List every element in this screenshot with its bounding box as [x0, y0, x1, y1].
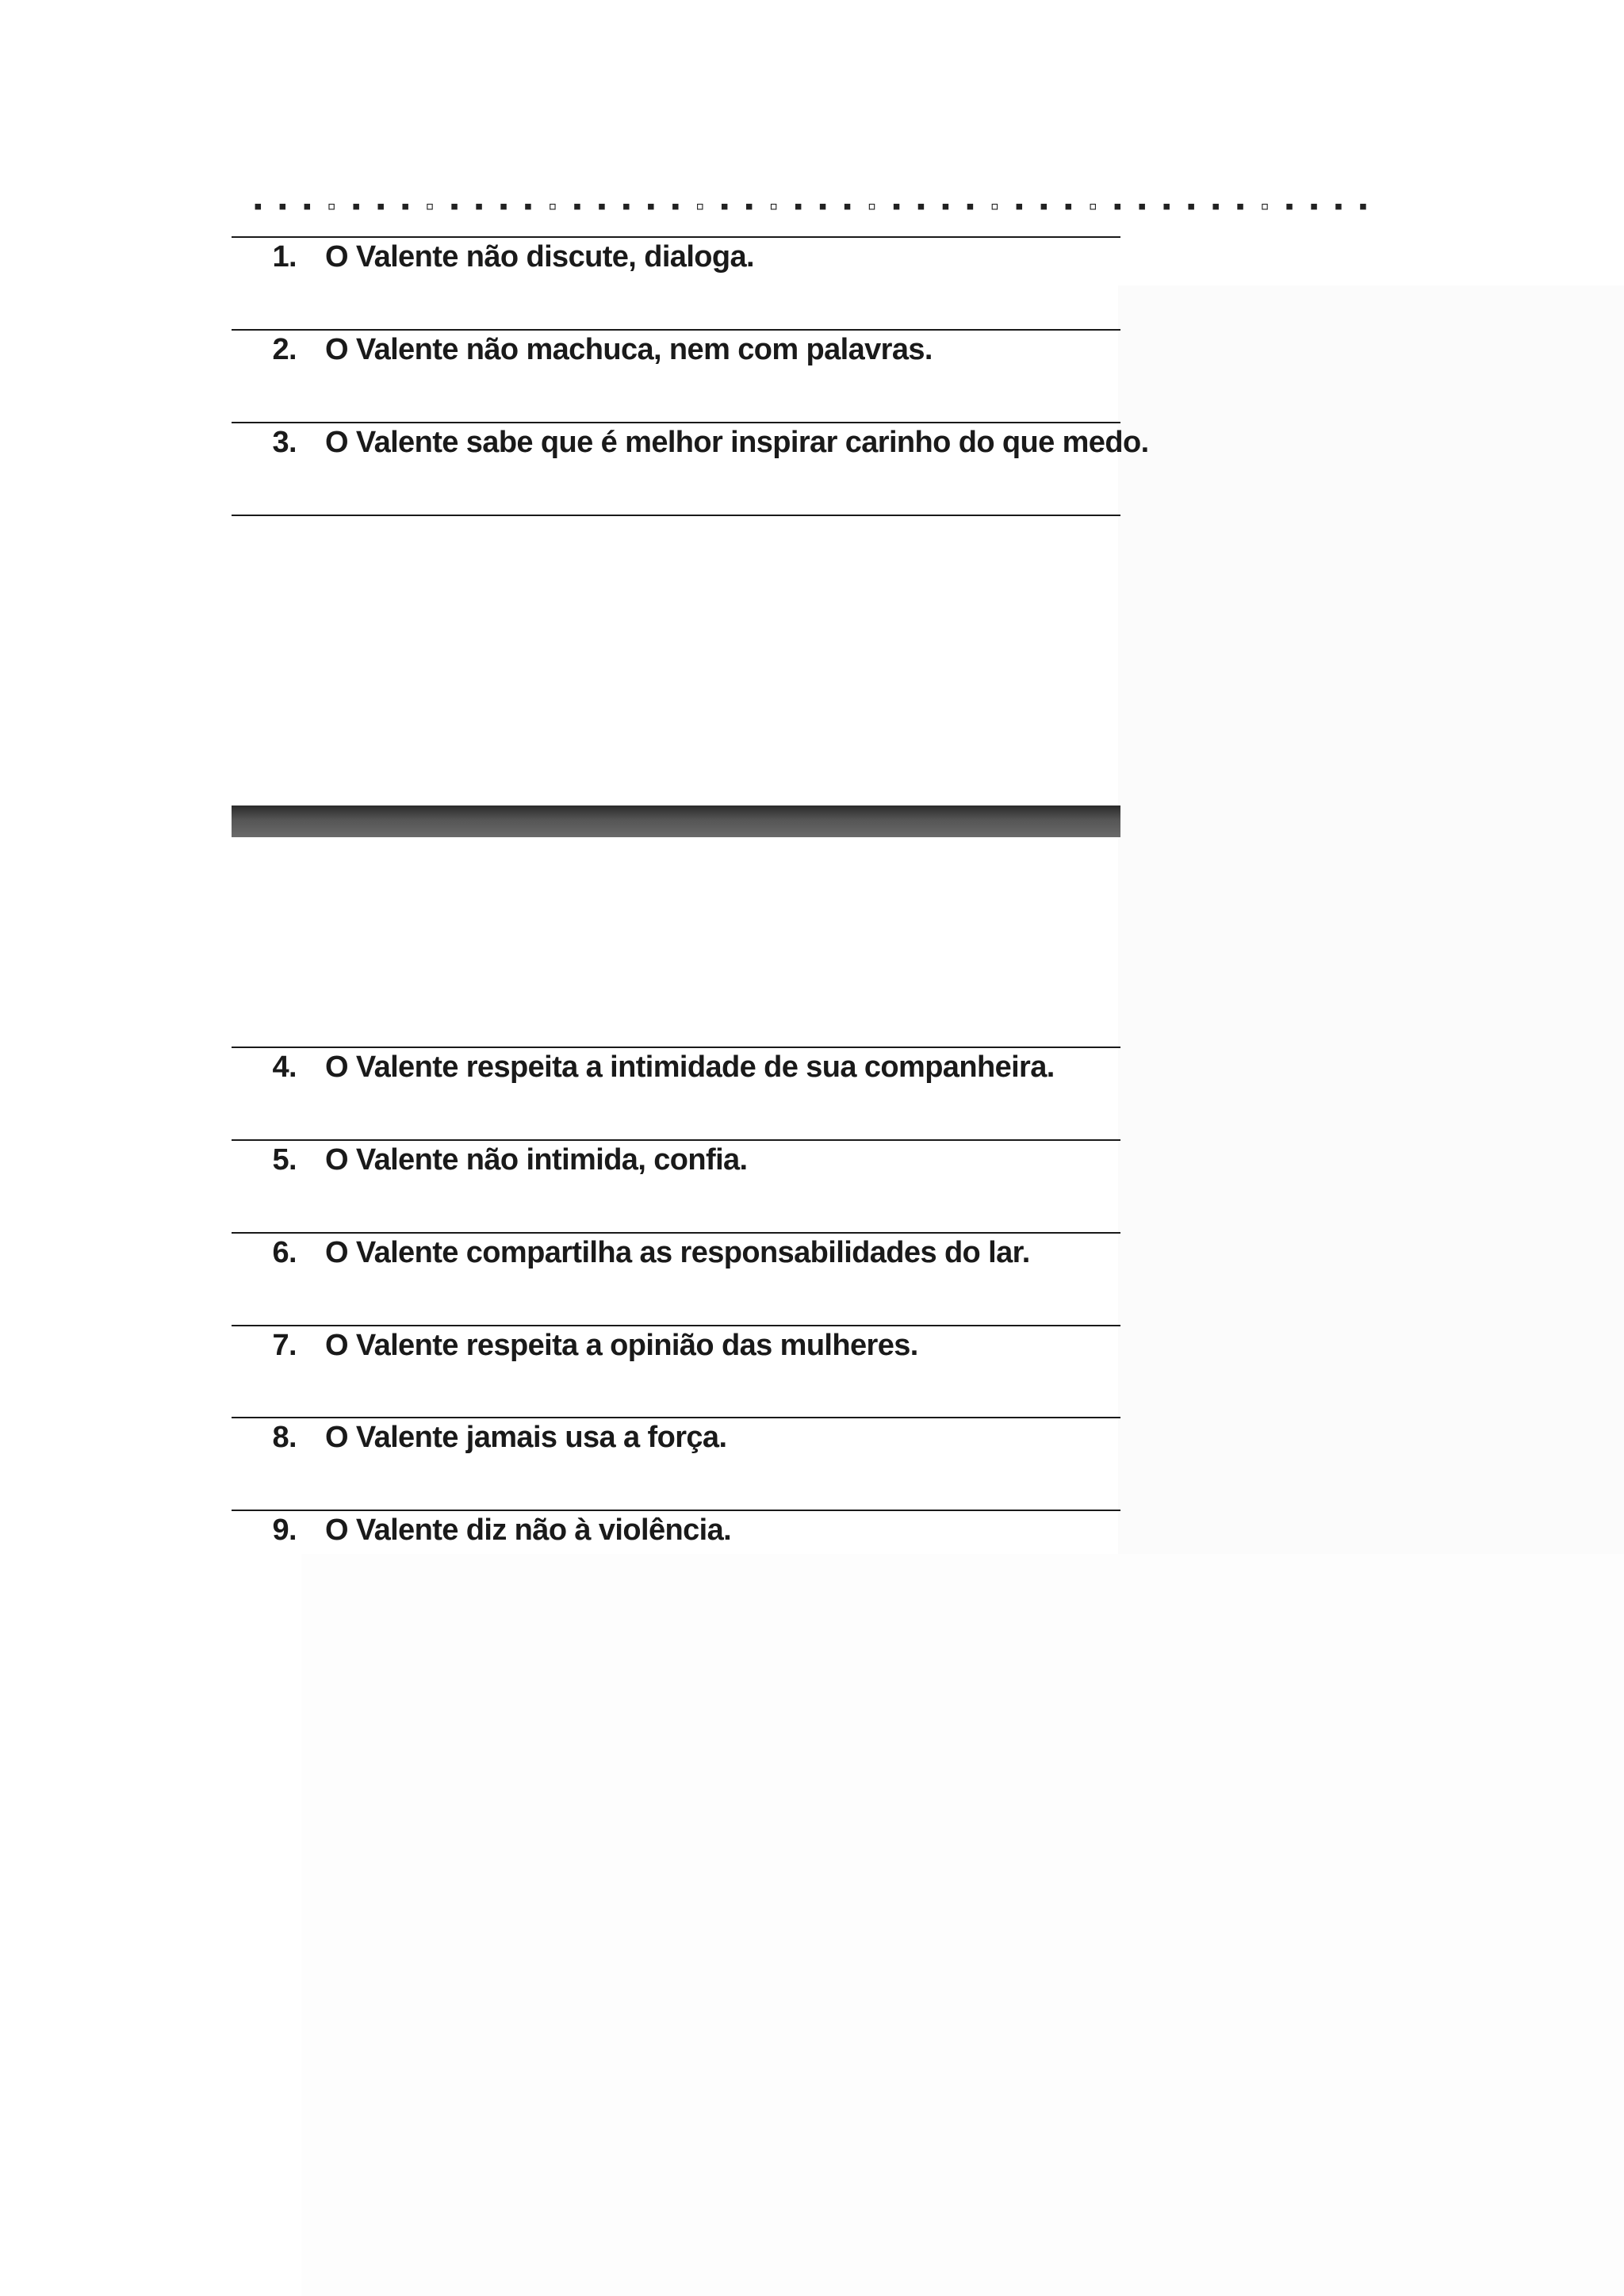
list-item [232, 326, 1120, 373]
item-number: 3. [272, 425, 297, 459]
item-number: 7. [272, 1328, 297, 1362]
list-item [232, 1506, 1120, 1554]
item-number: 9. [272, 1513, 297, 1547]
list-item [232, 1322, 1120, 1369]
item-text: O Valente não discute, dialoga. [325, 239, 754, 274]
item-text: O Valente sabe que é melhor inspirar carinho do que medo. [325, 425, 1149, 459]
item-number: 6. [272, 1235, 297, 1269]
item-text: O Valente não machuca, nem com palavras. [325, 332, 933, 366]
item-text: O Valente não intimida, confia. [325, 1142, 748, 1177]
page-shade-lower [301, 1554, 1624, 2296]
list-item [232, 419, 1149, 466]
list-item [232, 1414, 1120, 1461]
cropped-text-line: ▪ ▪ ▪ ▫ ▪ ▪ ▪ ▫ ▪ ▪ ▪ ▪ ▫ ▪ ▪ ▪ ▪ ▪ ▫ ▪ ▪ ▫ ▪ ▪ ▪ ▫ ▪ ▪ ▪ ▪ ▫ ▪ ▪ ▪ ▫ ▪ ▪ ▪ ▪ ▪ ▪ ▫ ▪ ▪ ▪ ▪ [254, 193, 1373, 220]
item-number: 5. [272, 1142, 297, 1177]
item-text: O Valente diz não à violência. [325, 1513, 732, 1547]
item-text: O Valente compartilha as responsabilidades do lar. [325, 1235, 1030, 1269]
item-number: 4. [272, 1050, 297, 1084]
divider [232, 515, 1120, 516]
item-number: 2. [272, 332, 297, 366]
item-text: O Valente respeita a intimidade de sua companheira. [325, 1050, 1055, 1084]
list-item [232, 1043, 1120, 1091]
item-number: 8. [272, 1420, 297, 1454]
item-text: O Valente jamais usa a força. [325, 1420, 727, 1454]
item-text: O Valente respeita a opinião das mulheres. [325, 1328, 918, 1362]
list-item [232, 233, 1120, 281]
dark-separator-band [232, 806, 1120, 837]
list-item [232, 1136, 1120, 1184]
item-number: 1. [272, 239, 297, 274]
list-item [232, 1229, 1120, 1276]
